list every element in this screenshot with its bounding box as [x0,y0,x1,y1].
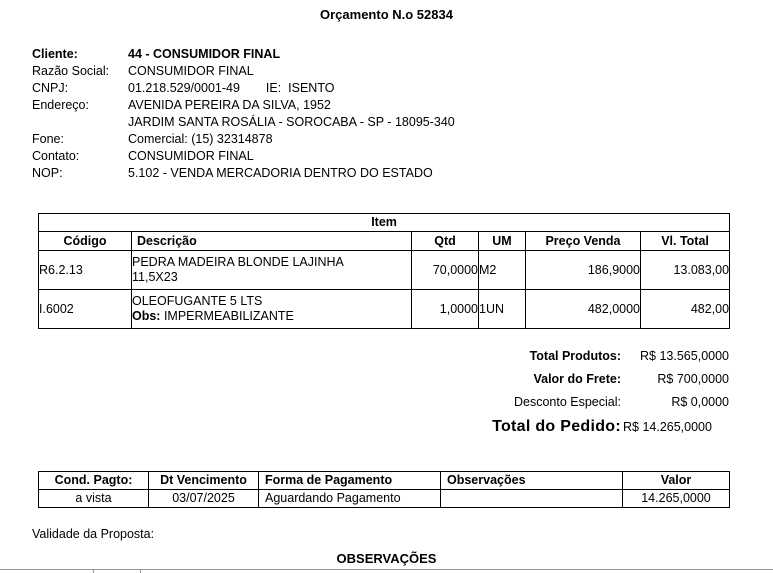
client-label-contato: Contato: [32,149,80,163]
client-label-cnpj: CNPJ: [32,81,69,95]
totals-label-desconto: Desconto Especial: [513,395,621,409]
items-col-vl-total: Vl. Total [641,232,730,251]
items-col-qtd: Qtd [412,232,479,251]
client-value-endereco-2: JARDIM SANTA ROSÁLIA - SOROCABA - SP - 18095-340 [128,115,455,129]
payment-observacoes [441,490,623,508]
totals-row-valor-frete [470,372,729,395]
item-preco-venda: 186,9000 [526,251,641,290]
client-row-cnpj [32,80,455,97]
payment-col-valor: Valor [623,472,730,490]
item-obs-label: Obs: [132,309,161,323]
table-row [39,290,730,329]
payment-col-observacoes: Observações [441,472,623,490]
items-table-header-row [39,232,730,251]
table-row [39,251,730,290]
totals-row-total-produtos [470,349,729,372]
item-descricao [132,290,412,329]
client-label-razao-social: Razão Social: [32,64,110,78]
item-obs-text: IMPERMEABILIZANTE [160,309,294,323]
payment-dt-vencimento: 03/07/2025 [149,490,259,508]
totals-label-total-produtos: Total Produtos: [529,349,621,363]
item-descricao-line2: 11,5X23 [132,270,178,284]
client-value-nop: 5.102 - VENDA MERCADORIA DENTRO DO ESTADO [128,166,433,180]
item-preco-venda: 482,0000 [526,290,641,329]
item-vl-total: 482,00 [641,290,730,329]
payment-cond-pagto: a vista [39,490,149,508]
client-label-nop: NOP: [32,166,63,180]
totals-value-total-produtos: R$ 13.565,0000 [640,349,729,363]
items-table [38,213,730,329]
items-table-group-header-row [39,214,730,232]
client-value-ie: IE: ISENTO [265,81,335,95]
totals-row-desconto [470,395,729,418]
payment-col-forma-pagamento: Forma de Pagamento [259,472,441,490]
client-row-fone [32,131,455,148]
client-value-cliente: 44 - CONSUMIDOR FINAL [128,47,281,61]
totals-value-desconto: R$ 0,0000 [671,395,729,409]
client-row-endereco [32,97,455,114]
observacoes-section-title: OBSERVAÇÕES [336,551,437,566]
payment-table-header-row [39,472,730,490]
items-col-descricao: Descrição [132,232,412,251]
item-qtd: 1,0000 [412,290,479,329]
totals-value-total-pedido: R$ 14.265,0000 [623,420,712,434]
totals-block [470,349,729,444]
item-descricao-line1: OLEOFUGANTE 5 LTS [132,294,263,308]
page-title: Orçamento N.o 52834 [320,7,453,22]
item-descricao-line1: PEDRA MADEIRA BLONDE LAJINHA [132,255,344,269]
items-table-group-header: Item [39,214,730,232]
client-value-contato: CONSUMIDOR FINAL [128,149,254,163]
client-value-cnpj: 01.218.529/0001-49 [128,81,240,95]
item-codigo: I.6002 [39,290,132,329]
client-label-fone: Fone: [32,132,64,146]
client-row-contato [32,148,455,165]
items-col-codigo: Código [39,232,132,251]
client-value-razao-social: CONSUMIDOR FINAL [128,64,254,78]
client-row-razao-social [32,63,455,80]
item-qtd: 70,0000 [412,251,479,290]
item-um: 1UN [479,290,526,329]
items-col-preco-venda: Preço Venda [526,232,641,251]
payment-forma-pagamento: Aguardando Pagamento [259,490,441,508]
totals-value-valor-frete: R$ 700,0000 [657,372,729,386]
item-descricao [132,251,412,290]
validade-da-proposta-label: Validade da Proposta: [32,527,155,541]
client-value-fone: Comercial: (15) 32314878 [128,132,273,146]
item-um: M2 [479,251,526,290]
payment-table [38,471,730,508]
totals-label-total-pedido: Total do Pedido: [492,418,621,435]
totals-row-total-pedido [470,418,729,444]
client-label-endereco: Endereço: [32,98,89,112]
client-value-endereco: AVENIDA PEREIRA DA SILVA, 1952 [128,98,331,112]
payment-col-cond-pagto: Cond. Pagto: [39,472,149,490]
payment-col-dt-vencimento: Dt Vencimento [149,472,259,490]
table-row [39,490,730,508]
client-row-cliente [32,46,455,63]
item-codigo: R6.2.13 [39,251,132,290]
payment-valor: 14.265,0000 [623,490,730,508]
client-row-nop [32,165,455,182]
client-info-block [32,46,455,182]
client-row-endereco-2 [32,114,455,131]
totals-label-valor-frete: Valor do Frete: [533,372,621,386]
items-col-um: UM [479,232,526,251]
item-descricao-obs [132,309,411,324]
item-vl-total: 13.083,00 [641,251,730,290]
client-label-cliente: Cliente: [32,47,78,61]
